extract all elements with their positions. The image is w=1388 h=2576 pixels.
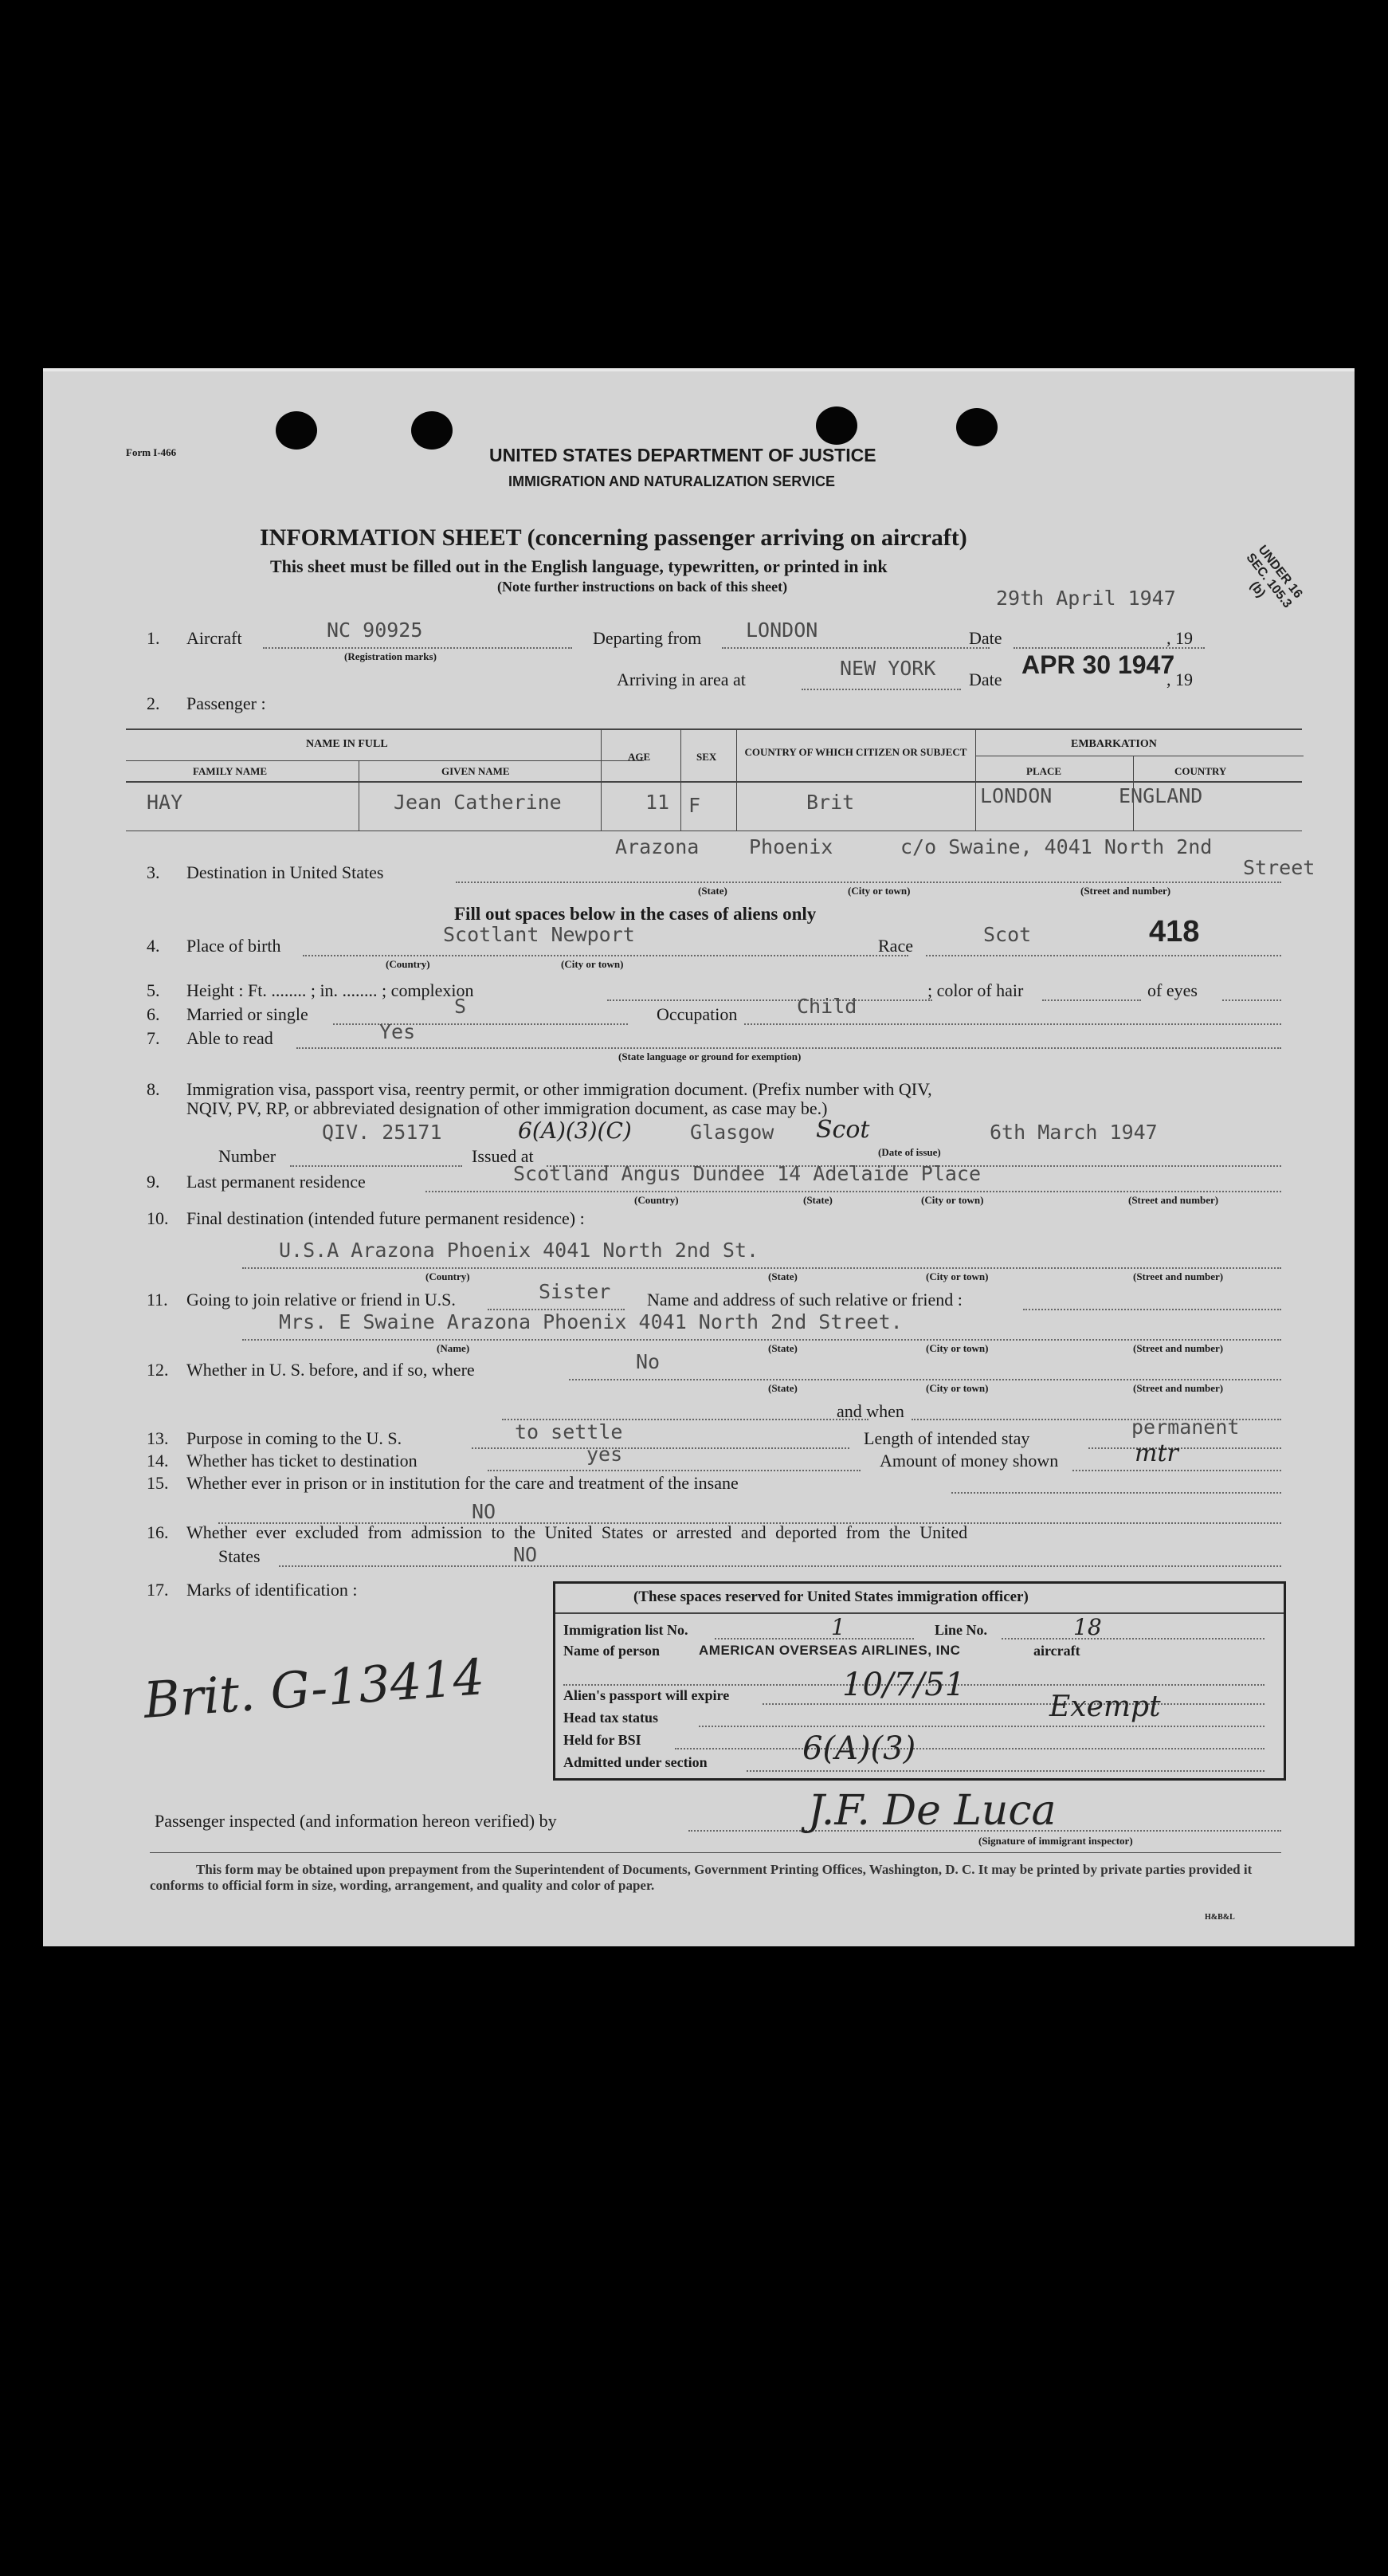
arriving-label: Arriving in area at — [617, 670, 746, 689]
marital-status-value: S — [454, 995, 467, 1018]
street-caption: (Street and number) — [1128, 1194, 1219, 1206]
family-name-value: HAY — [147, 791, 183, 814]
exclusion-question-value: NO — [513, 1543, 538, 1566]
departing-value: LONDON — [746, 618, 818, 642]
immigration-list-value: 1 — [831, 1614, 845, 1640]
age-value: 11 — [645, 791, 670, 814]
purpose-value: to settle — [515, 1420, 623, 1443]
form-footer-note: This form may be obtained upon prepayment from the Superintendent of Documents, Government Printing Offices, Washington, D. C. It may be printed by private parties provided it conforms to official form in size, wording, arrangement, and quality and color of paper. — [150, 1862, 1253, 1893]
issued-at-value: Glasgow — [690, 1121, 774, 1144]
inspected-by-label: Passenger inspected (and information hereon verified) by — [155, 1811, 557, 1831]
prior-visit-label: Whether in U. S. before, and if so, where — [186, 1360, 475, 1380]
destination-city-value: Phoenix — [749, 835, 833, 858]
hair-color-label: ; color of hair — [927, 980, 1024, 1000]
admitted-section-label: Admitted under section — [563, 1754, 708, 1770]
departure-date-value: 29th April 1947 — [996, 587, 1176, 610]
arrival-date-stamp: APR 30 1947 — [1021, 650, 1175, 679]
issued-at-label: Issued at — [472, 1146, 534, 1166]
passport-expiry-value: 10/7/51 — [842, 1667, 966, 1703]
number-label: Number — [218, 1146, 276, 1166]
aircraft-value: NC 90925 — [327, 618, 423, 642]
prison-question-value: NO — [472, 1500, 496, 1523]
destination-street-value: c/o Swaine, 4041 North 2nd — [900, 835, 1213, 858]
country-caption: (Country) — [386, 958, 430, 970]
embark-country-value: ENGLAND — [1119, 784, 1203, 807]
relative-address-value: Mrs. E Swaine Arazona Phoenix 4041 North 2nd Street. — [279, 1310, 903, 1333]
occupation-label: Occupation — [657, 1004, 738, 1024]
exclusion-question-label: States — [218, 1546, 261, 1566]
city-caption: (City or town) — [921, 1194, 984, 1206]
family-name-header: FAMILY NAME — [193, 765, 268, 777]
city-caption: (City or town) — [561, 958, 624, 970]
punch-hole — [276, 411, 317, 450]
head-tax-value: Exempt — [1049, 1690, 1161, 1723]
state-caption: (State) — [768, 1342, 798, 1354]
head-tax-label: Head tax status — [563, 1710, 659, 1726]
height-label: Height : Ft. ........ ; in. ........ ; complexion — [186, 980, 474, 1000]
street-caption: (Street and number) — [1133, 1382, 1224, 1394]
exclusion-question-label: Whether ever excluded from admission to the United States or arrested and deported from the United — [186, 1522, 968, 1542]
sex-header: SEX — [696, 751, 717, 763]
destination-label: Destination in United States — [186, 862, 384, 882]
final-destination-label: Final destination (intended future permanent residence) : — [186, 1208, 585, 1228]
passenger-label: Passenger : — [186, 693, 266, 713]
name-in-full-header: NAME IN FULL — [306, 738, 388, 750]
passport-expiry-label: Alien's passport will expire — [563, 1687, 730, 1703]
going-to-join-value: Sister — [539, 1280, 611, 1303]
eye-color-label: of eyes — [1147, 980, 1198, 1000]
row-number: 14. — [147, 1451, 169, 1471]
row-number: 17. — [147, 1580, 169, 1600]
form-title: INFORMATION SHEET (concerning passenger arriving on aircraft) — [260, 524, 967, 551]
state-caption: (State) — [768, 1382, 798, 1394]
line-number-label: Line No. — [935, 1622, 988, 1638]
aircraft-suffix-label: aircraft — [1033, 1643, 1080, 1659]
aliens-section-heading: Fill out spaces below in the cases of aliens only — [454, 904, 817, 924]
place-header: PLACE — [1026, 765, 1062, 777]
year-label: , 19 — [1166, 670, 1193, 689]
prison-question-label: Whether ever in prison or in institution for the care and treatment of the insane — [186, 1473, 739, 1493]
purpose-label: Purpose in coming to the U. S. — [186, 1428, 402, 1448]
ticket-value: yes — [586, 1443, 623, 1466]
row-number: 10. — [147, 1208, 169, 1228]
stay-length-label: Length of intended stay — [864, 1428, 1030, 1448]
registration-caption: (Registration marks) — [344, 650, 437, 662]
row-number: 13. — [147, 1428, 169, 1448]
admitted-section-value: 6(A)(3) — [802, 1730, 916, 1767]
country-caption: (Country) — [634, 1194, 679, 1206]
when-label: and when — [837, 1401, 904, 1421]
birthplace-label: Place of birth — [186, 936, 281, 956]
given-name-value: Jean Catherine — [394, 791, 562, 814]
money-value: mtr — [1135, 1439, 1178, 1467]
embarkation-header: EMBARKATION — [1071, 738, 1157, 750]
race-value: Scot — [983, 923, 1032, 946]
row-number: 15. — [147, 1473, 169, 1493]
last-residence-value: Scotland Angus Dundee 14 Adelaide Place — [513, 1162, 981, 1185]
row-number: 6. — [147, 1004, 160, 1024]
state-caption: (State) — [768, 1270, 798, 1282]
destination-state-value: Arazona — [615, 835, 700, 858]
service-heading: IMMIGRATION AND NATURALIZATION SERVICE — [508, 473, 835, 489]
city-caption: (City or town) — [926, 1382, 989, 1394]
last-residence-label: Last permanent residence — [186, 1172, 366, 1192]
relative-name-label: Name and address of such relative or friend : — [647, 1290, 963, 1310]
prior-visit-value: No — [636, 1350, 661, 1373]
row-number: 11. — [147, 1290, 168, 1310]
state-caption: (State) — [698, 885, 727, 897]
form-subtitle: This sheet must be filled out in the English language, typewritten, or printed in ink — [270, 556, 888, 576]
date-label: Date — [969, 670, 1002, 689]
stay-length-value: permanent — [1131, 1416, 1240, 1439]
row-number: 3. — [147, 862, 160, 882]
date-label: Date — [969, 628, 1002, 648]
going-to-join-label: Going to join relative or friend in U.S. — [186, 1290, 456, 1310]
punch-hole — [816, 406, 857, 445]
city-caption: (City or town) — [926, 1342, 989, 1354]
state-caption: (State) — [803, 1194, 833, 1206]
able-to-read-value: Yes — [379, 1020, 416, 1043]
department-heading: UNITED STATES DEPARTMENT OF JUSTICE — [489, 445, 876, 465]
city-caption: (City or town) — [926, 1270, 989, 1282]
row-number: 5. — [147, 980, 160, 1000]
signature-caption: (Signature of immigrant inspector) — [978, 1835, 1133, 1847]
line-number-value: 18 — [1073, 1614, 1102, 1640]
punch-hole — [411, 411, 453, 450]
race-label: Race — [878, 936, 913, 956]
row-number: 4. — [147, 936, 160, 956]
year-label: , 19 — [1166, 628, 1193, 648]
citizenship-value: Brit — [806, 791, 855, 814]
person-name-label: Name of person — [563, 1643, 660, 1659]
row-number: 8. — [147, 1079, 160, 1099]
officer-use-box — [553, 1581, 1286, 1781]
language-caption: (State language or ground for exemption) — [618, 1050, 802, 1062]
row-number: 16. — [147, 1522, 169, 1542]
street-caption: (Street and number) — [1133, 1342, 1224, 1354]
row-number: 1. — [147, 628, 160, 648]
marital-status-label: Married or single — [186, 1004, 308, 1024]
name-caption: (Name) — [437, 1342, 470, 1354]
document-number-value: QIV. 25171 — [322, 1121, 442, 1144]
identification-label: Marks of identification : — [186, 1580, 358, 1600]
stamp-number: 418 — [1149, 915, 1200, 948]
given-name-header: GIVEN NAME — [441, 765, 510, 777]
immigration-document-label: Immigration visa, passport visa, reentry permit, or other immigration document. (Prefix number with QIV, — [186, 1079, 932, 1099]
age-header: AGE — [628, 751, 651, 763]
birthplace-value: Scotlant Newport — [443, 923, 635, 946]
document-date-value: 6th March 1947 — [990, 1121, 1158, 1144]
form-note: (Note further instructions on back of this sheet) — [497, 579, 788, 595]
age-exemption-stamp: UNDER 16 SEC. 105.3 (b) — [1243, 543, 1305, 611]
ticket-label: Whether has ticket to destination — [186, 1451, 418, 1471]
destination-street-value: Street — [1243, 856, 1315, 879]
immigration-list-label: Immigration list No. — [563, 1622, 688, 1638]
form-id: Form I-466 — [126, 446, 177, 458]
street-caption: (Street and number) — [1080, 885, 1171, 897]
held-for-bsi-label: Held for BSI — [563, 1732, 641, 1748]
inspector-signature: J.F. De Luca — [808, 1787, 1057, 1835]
immigration-document-label: NQIV, PV, RP, or abbreviated designation of other immigration document, as case may be.) — [186, 1098, 828, 1118]
citizenship-header: COUNTRY OF WHICH CITIZEN OR SUBJECT — [744, 746, 967, 758]
officer-box-title: (These spaces reserved for United States immigration officer) — [633, 1588, 1029, 1605]
country-header: COUNTRY — [1174, 765, 1227, 777]
money-label: Amount of money shown — [880, 1451, 1059, 1471]
embark-place-value: LONDON — [980, 784, 1053, 807]
able-to-read-label: Able to read — [186, 1028, 273, 1048]
issued-at-handwritten: Scot — [816, 1116, 870, 1144]
identification-handwritten: Brit. G-13414 — [141, 1647, 487, 1730]
printer-code: H&B&L — [1205, 1913, 1235, 1922]
occupation-value: Child — [797, 995, 857, 1018]
row-number: 2. — [147, 693, 160, 713]
punch-hole — [956, 408, 998, 446]
row-number: 9. — [147, 1172, 160, 1192]
city-caption: (City or town) — [848, 885, 911, 897]
final-destination-value: U.S.A Arazona Phoenix 4041 North 2nd St. — [279, 1239, 759, 1262]
departing-label: Departing from — [593, 628, 702, 648]
airline-stamp: AMERICAN OVERSEAS AIRLINES, INC — [699, 1643, 961, 1658]
arriving-value: NEW YORK — [840, 657, 936, 680]
date-of-issue-caption: (Date of issue) — [878, 1146, 941, 1158]
aircraft-label: Aircraft — [186, 628, 242, 648]
document-class-handwritten: 6(A)(3)(C) — [518, 1117, 632, 1144]
country-caption: (Country) — [425, 1270, 470, 1282]
form-sheet — [43, 368, 1355, 1946]
row-number: 7. — [147, 1028, 160, 1048]
street-caption: (Street and number) — [1133, 1270, 1224, 1282]
sex-value: F — [688, 794, 701, 817]
row-number: 12. — [147, 1360, 169, 1380]
